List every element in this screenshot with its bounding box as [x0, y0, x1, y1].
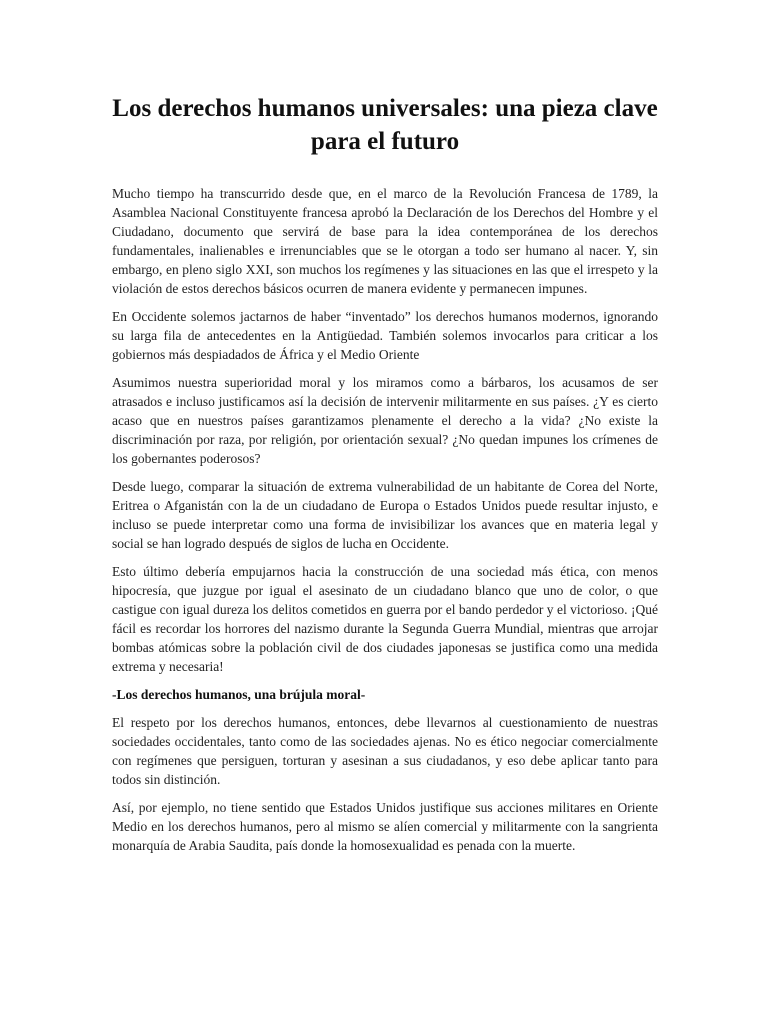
- paragraph-5: Esto último debería empujarnos hacia la construcción de una sociedad más ética, con menos hipocresía, que juzgue por igual el asesinato de un ciudadano blanco que uno de color, o que castigue con igual dureza los delitos cometidos en guerra por el bando perdedor y el victorioso. ¡Qué fácil es recordar los horrores del nazismo durante la Segunda Guerra Mundial, mientras que arrojar bombas atómicas sobre la población civil de dos ciudades japonesas se justifica como una medida extrema y necesaria!: [112, 564, 658, 674]
- section-subheading: -Los derechos humanos, una brújula moral-: [112, 687, 366, 702]
- paragraph-3: Asumimos nuestra superioridad moral y los miramos como a bárbaros, los acusamos de ser atrasados e incluso justificamos así la decisión de intervenir militarmente en sus países. ¿Y es cierto acaso que en nuestros países garantizamos plenamente el derecho a la vida? ¿No existe la discriminación por raza, por religión, por orientación sexual? ¿No quedan impunes los crímenes de los gobernantes poderosos?: [112, 375, 658, 466]
- title-line-1: Los derechos humanos universales: una pieza clave: [112, 95, 658, 122]
- paragraph-7: Así, por ejemplo, no tiene sentido que Estados Unidos justifique sus acciones militares en Oriente Medio en los derechos humanos, pero al mismo se alíen comercial y militarmente con la sangrienta monarquía de Arabia Saudita, país donde la homosexualidad es penada con la muerte.: [112, 800, 658, 853]
- paragraph-2: En Occidente solemos jactarnos de haber “inventado” los derechos humanos modernos, ignorando su larga fila de antecedentes en la Antigüedad. También solemos invocarlos para criticar a los gobiernos más despiadados de África y el Medio Oriente: [112, 309, 658, 362]
- paragraph-6: El respeto por los derechos humanos, entonces, debe llevarnos al cuestionamiento de nuestras sociedades occidentales, tanto como de las sociedades ajenas. No es ético negociar comercialmente con regímenes que persiguen, torturan y asesinan a sus ciudadanos, y eso debe aplicar tanto para todos sin distinción.: [112, 715, 658, 787]
- title-line-2: para el futuro: [310, 128, 460, 155]
- paragraph-1: Mucho tiempo ha transcurrido desde que, en el marco de la Revolución Francesa de 1789, la Asamblea Nacional Constituyente francesa aprobó la Declaración de los Derechos del Hombre y el Ciudadano, documento que servirá de base para la idea contemporánea de los derechos fundamentales, inalienables e irrenunciables que se le otorgan a todo ser humano al nacer. Y, sin embargo, en pleno siglo XXI, son muchos los regímenes y las situaciones en las que el irrespeto y la violación de estos derechos básicos ocurren de manera evidente y permanecen impunes.: [112, 186, 658, 296]
- paragraph-4: Desde luego, comparar la situación de extrema vulnerabilidad de un habitante de Corea del Norte, Eritrea o Afganistán con la de un ciudadano de Europa o Estados Unidos puede resultar injusto, e incluso se puede interpretar como una forma de invisibilizar los avances que en materia legal y social se han logrado después de siglos de lucha en Occidente.: [112, 479, 658, 551]
- document-title: [112, 92, 658, 158]
